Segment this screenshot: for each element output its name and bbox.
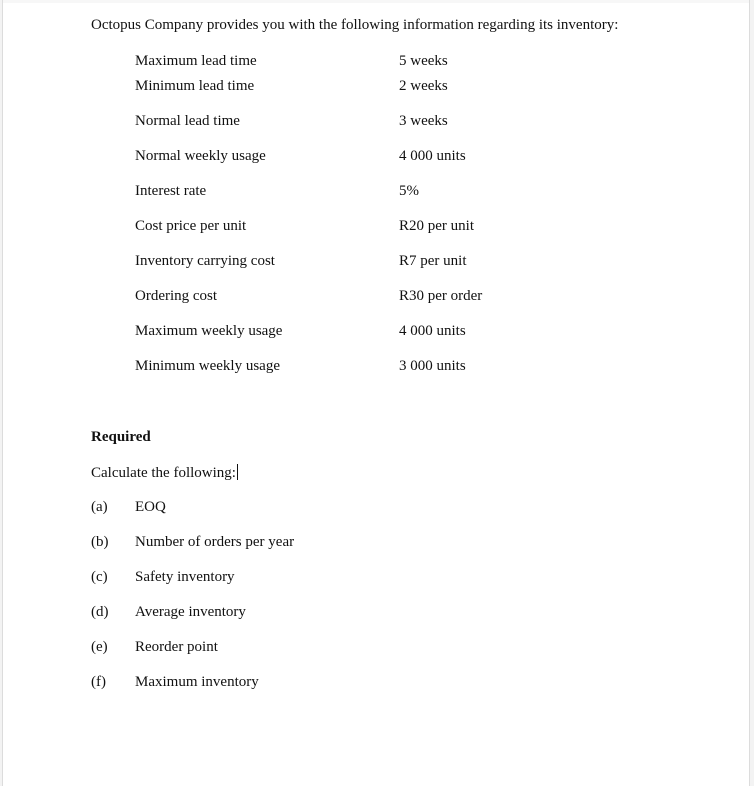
task-letter: (a): [91, 499, 108, 515]
task-letter: (e): [91, 639, 108, 655]
info-value: R30 per order: [399, 288, 483, 304]
info-label: Cost price per unit: [135, 218, 247, 234]
info-value: 2 weeks: [399, 78, 448, 94]
info-label: Ordering cost: [135, 288, 218, 304]
info-label: Maximum weekly usage: [135, 323, 283, 339]
info-row: [3, 358, 749, 378]
info-label: Minimum weekly usage: [135, 358, 280, 374]
task-text: Safety inventory: [135, 569, 235, 585]
info-row: [3, 253, 749, 273]
info-row: [3, 53, 749, 73]
info-value: 3 000 units: [399, 358, 466, 374]
task-text: Average inventory: [135, 604, 246, 620]
instruction-line[interactable]: [91, 464, 238, 482]
instruction-text: Calculate the following:: [91, 465, 236, 481]
info-value: 4 000 units: [399, 323, 466, 339]
task-letter: (b): [91, 534, 109, 550]
task-item: [3, 639, 749, 659]
task-letter: (f): [91, 674, 106, 690]
info-row: [3, 113, 749, 133]
task-text: Reorder point: [135, 639, 218, 655]
info-value: 4 000 units: [399, 148, 466, 164]
info-row: [3, 288, 749, 308]
info-value: 5 weeks: [399, 53, 448, 69]
info-row: [3, 78, 749, 98]
info-label: Inventory carrying cost: [135, 253, 275, 269]
info-value: R7 per unit: [399, 253, 467, 269]
task-item: [3, 569, 749, 589]
task-text: Maximum inventory: [135, 674, 259, 690]
task-item: [3, 499, 749, 519]
info-label: Interest rate: [135, 183, 207, 199]
intro-paragraph: Octopus Company provides you with the following information regarding its inventory:: [91, 17, 619, 33]
task-text: EOQ: [135, 499, 166, 515]
info-label: Normal lead time: [135, 113, 240, 129]
document-page[interactable]: [2, 0, 750, 786]
info-label: Minimum lead time: [135, 78, 255, 94]
task-item: [3, 674, 749, 694]
info-value: 5%: [399, 183, 419, 199]
page-top-edge: [3, 0, 749, 3]
required-heading: Required: [91, 429, 151, 445]
task-text: Number of orders per year: [135, 534, 295, 550]
info-label: Maximum lead time: [135, 53, 257, 69]
info-label: Normal weekly usage: [135, 148, 266, 164]
info-row: [3, 218, 749, 238]
info-value: 3 weeks: [399, 113, 448, 129]
task-item: [3, 534, 749, 554]
info-row: [3, 323, 749, 343]
task-letter: (c): [91, 569, 108, 585]
task-letter: (d): [91, 604, 109, 620]
info-row: [3, 183, 749, 203]
info-value: R20 per unit: [399, 218, 474, 234]
text-cursor: [237, 464, 238, 480]
task-item: [3, 604, 749, 624]
info-row: [3, 148, 749, 168]
